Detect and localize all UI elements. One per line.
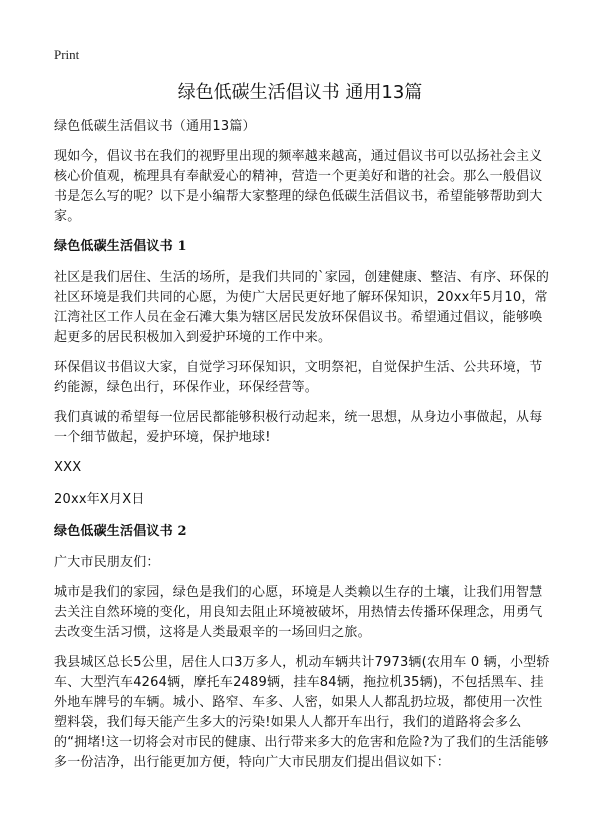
section-2-paragraph-1: 城市是我们的家园，绿色是我们的心愿，环境是人类赖以生存的土壤，让我们用智慧去关注自然环境的变化，用良知去阻止环境被破坏，用热情去传播环保理念，用勇气去改变生活习惯，这将是人类最艰辛的一场回归之旅。 [54, 585, 543, 640]
section-1-paragraph-1: 社区是我们居住、生活的场所，是我们共同的`家园，创建健康、整洁、有序、环保的社区环境是我们共同的心愿，为使广大居民更好地了解环保知识，20xx年5月10，常江湾社区工作人员在金石滩大集为辖区居民发放环保倡议书。希望通过倡议，能够唤起更多的居民积极加入到爱护环境的工作中来。 [54, 270, 550, 345]
print-link[interactable]: Print [54, 47, 80, 62]
section-2-paragraph-2: 我县城区总长5公里，居住人口3万多人，机动车辆共计7973辆(农用车 0 辆，小型轿车、大型汽车4264辆，摩托车2489辆，挂车84辆，拖拉机35辆)，不包括黑车、挂外地车牌号的车辆。城小、路窄、车多、人密，如果人人都乱扔垃圾，都使用一次性塑料袋，我们每天能产生多大的污染!如果人人都开车出行，我们的道路将会多么的“拥堵!这一切将会对市民的健康、出行带来多大的危害和危险?为了我们的生活能够多一份洁净，出行能更加方便，特向广大市民朋友们提出倡议如下： [54, 655, 550, 770]
document-subtitle: 绿色低碳生活倡议书（通用13篇） [54, 119, 256, 134]
section-2-greeting: 广大市民朋友们： [54, 555, 160, 570]
section-1-date: 20xx年X月X日 [54, 492, 145, 507]
section-1-signature: XXX [54, 460, 82, 475]
page-title: 绿色低碳生活倡议书 通用13篇 [177, 82, 423, 103]
section-1-heading: 绿色低碳生活倡议书 1 [54, 239, 187, 254]
intro-paragraph: 现如今，倡议书在我们的视野里出现的频率越来越高，通过倡议书可以弘扬社会主义核心价值观，梳理具有奉献爱心的精神，营造一个更美好和谐的社会。那么一般倡议书是怎么写的呢？以下是小编帮大家整理的绿色低碳生活倡议书，希望能够帮助到大家。 [54, 149, 543, 224]
section-1-paragraph-3: 我们真诚的希望每一位居民都能够积极行动起来，统一思想，从身边小事做起，从每一个细节做起，爱护环境，保护地球! [54, 410, 543, 445]
section-1-paragraph-2: 环保倡议书倡议大家，自觉学习环保知识，文明祭祀，自觉保护生活、公共环境，节约能源，绿色出行，环保作业，环保经营等。 [54, 360, 543, 395]
document-body [54, 117, 551, 783]
section-2-heading: 绿色低碳生活倡议书 2 [54, 524, 187, 539]
